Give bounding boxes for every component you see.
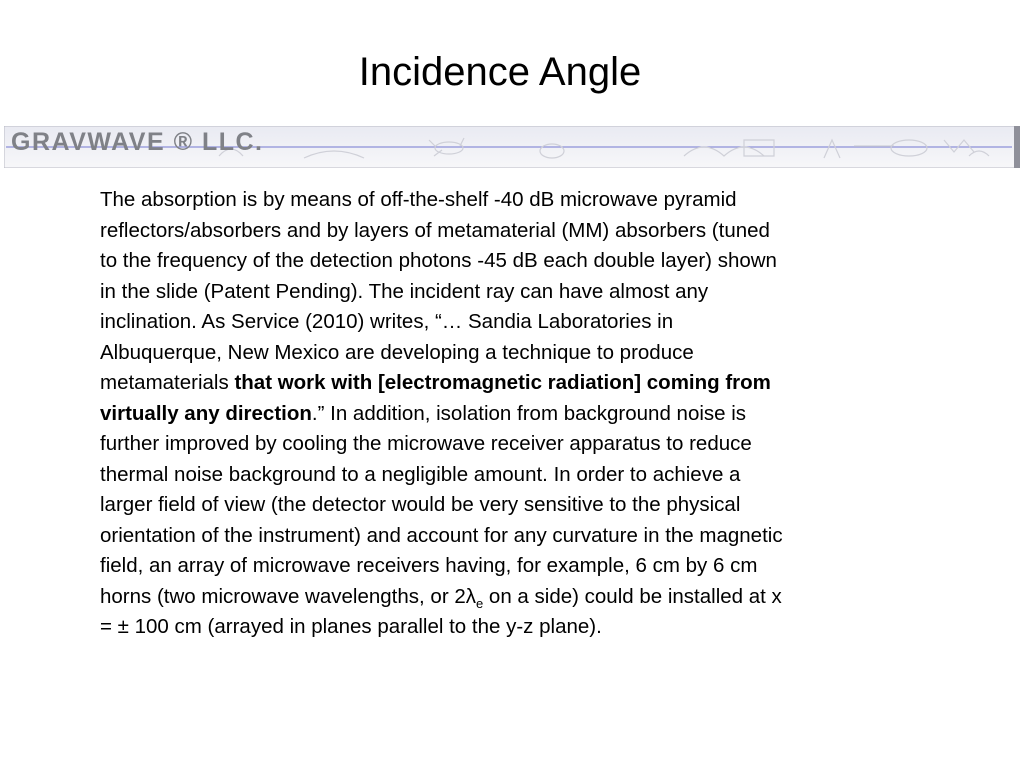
body-line: = ± 100 cm (arrayed in planes parallel to the y-z plane). (100, 615, 602, 638)
body-line (100, 399, 970, 430)
body-text-plain: .” In addition, isolation from background noise is (311, 401, 747, 425)
emphasized-quote: virtually any direction (100, 401, 312, 425)
company-logo-text: GRAVWAVE ® LLC. (11, 128, 264, 156)
body-line: The absorption is by means of off-the-shelf -40 dB microwave pyramid (100, 188, 737, 211)
company-banner (4, 126, 1020, 168)
body-text-plain: metamaterials (100, 371, 235, 394)
body-paragraph (100, 185, 970, 643)
body-line: in the slide (Patent Pending). The incident ray can have almost any (100, 279, 709, 303)
slide-title: Incidence Angle (358, 50, 642, 94)
body-line (100, 582, 970, 613)
lambda-subscript: e (476, 595, 484, 611)
body-line: field, an array of microwave receivers having, for example, 6 cm by 6 cm (100, 554, 758, 577)
body-line: inclination. As Service (2010) writes, “… Sandia Laboratories in (100, 310, 674, 333)
body-line: Albuquerque, New Mexico are developing a technique to produce (100, 340, 694, 364)
body-text-plain: horns (two microwave wavelengths, or 2λ (100, 584, 476, 608)
body-line: to the frequency of the detection photons -45 dB each double layer) shown (100, 249, 777, 272)
body-line: reflectors/absorbers and by layers of metamaterial (MM) absorbers (tuned (100, 218, 770, 242)
body-text-plain: on a side) could be installed at x (483, 584, 782, 608)
body-line: orientation of the instrument) and account for any curvature in the magnetic (100, 523, 783, 547)
body-line: further improved by cooling the microwave receiver apparatus to reduce (100, 432, 752, 455)
body-line (100, 368, 970, 399)
emphasized-quote: that work with [electromagnetic radiation] coming from (234, 371, 771, 394)
body-line: thermal noise background to a negligible amount. In order to achieve a (100, 462, 741, 486)
body-line: larger field of view (the detector would be very sensitive to the physical (100, 493, 741, 516)
